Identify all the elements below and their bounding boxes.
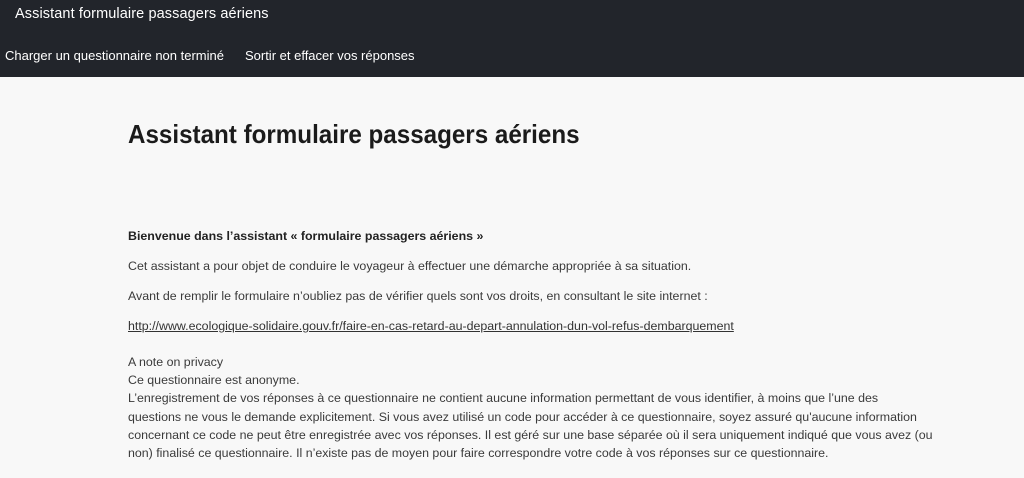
rights-paragraph: Avant de remplir le formulaire n’oubliez pas de vérifier quels sont vos droits, en consultant le site internet : — [128, 289, 708, 303]
nav-menu — [0, 46, 431, 65]
intro-paragraph: Cet assistant a pour objet de conduire le voyageur à effectuer une démarche appropriée à sa situation. — [128, 259, 692, 273]
link-paragraph — [128, 317, 958, 335]
privacy-line: Ce questionnaire est anonyme. — [128, 373, 300, 388]
load-unfinished-survey-link[interactable]: Charger un questionnaire non terminé — [5, 48, 224, 63]
brand-title[interactable]: Assistant formulaire passagers aériens — [15, 6, 269, 22]
welcome-text — [128, 227, 958, 462]
privacy-heading: A note on privacy — [128, 355, 224, 369]
rights-info-link[interactable]: http://www.ecologique-solidaire.gouv.fr/faire-en-cas-retard-au-depart-annulation-dun-vol-refus-dembarquement — [128, 319, 734, 333]
privacy-line: concernant ce code ne peut être enregistrée avec vos réponses. Il est géré sur une base séparée où il sera uniquement indiqué que vous avez (ou — [128, 427, 933, 442]
top-navbar — [0, 0, 1024, 77]
privacy-line: questions ne vous le demande explicitement. Si vous avez utilisé un code pour accéder à ce questionnaire, soyez assuré qu'aucune information — [128, 409, 917, 424]
page-title: Assistant formulaire passagers aériens — [128, 119, 580, 149]
exit-and-clear-link[interactable]: Sortir et effacer vos réponses — [244, 48, 415, 63]
welcome-heading: Bienvenue dans l’assistant « formulaire passagers aériens » — [128, 229, 484, 243]
privacy-line: L’enregistrement de vos réponses à ce questionnaire ne contient aucune information permettant de vous identifier, à moins que l’une des — [128, 391, 879, 406]
privacy-line: non) finalisé ce questionnaire. Il n’existe pas de moyen pour faire correspondre votre code à vos réponses sur ce questionnaire. — [128, 446, 829, 461]
privacy-notice — [128, 353, 958, 462]
